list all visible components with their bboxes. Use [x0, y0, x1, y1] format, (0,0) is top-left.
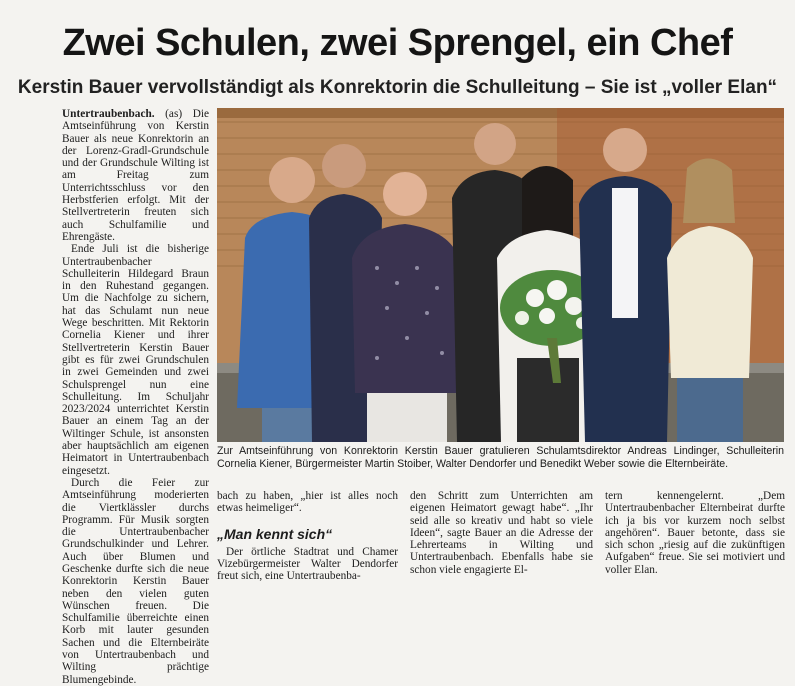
photo-caption: Zur Amtseinführung von Konrektorin Kerstin Bauer gratulieren Schulamtsdirektor Andreas Lindinger, Schulleiterin Cornelia Kiener, Bürgermeister Martin Stoiber, Walter Dendorfer und Benedikt Weber sowie die Elternbeiräte. — [217, 445, 784, 470]
subheadline: Kerstin Bauer vervollständigt als Konrektorin die Schulleitung – Sie ist „voller Elan“ — [17, 77, 778, 98]
paragraph: Der örtliche Stadtrat und Chamer Vizebürgermeister Walter Dendorfer freut sich, eine Untertraubenba- — [217, 545, 398, 583]
headline: Zwei Schulen, zwei Sprengel, ein Chef — [62, 22, 733, 64]
paragraph: tern kennengelernt. „Dem Untertraubenbacher Elternbeirat durfte ich ja bis vor kurzem noch selbst angehören“. Bauer betonte, dass sie sich schon „riesig auf die zukünftigen Aufgaben“ freue. Sie sei motiviert und voller Elan. — [605, 490, 785, 576]
paragraph: den Schritt zum Unterrichten am eigenen Heimatort gewagt habe“. „Ihr seid alle so kreativ und habt so viele Ideen“, sagte Bauer an die Adresse der Lehrerteams in Wilting und Untertraubenbach. Ebenfalls habe sie schon viele engagierte El- — [410, 490, 593, 576]
article-column-2 — [217, 490, 398, 583]
paragraph-intro — [62, 108, 209, 243]
group-photo — [217, 108, 784, 442]
article-column-1 — [62, 108, 209, 686]
paragraph-text: Die Amtseinführung von Kerstin Bauer als neue Konrektorin an der Lorenz-Gradl-Grundschule und der Grundschule Wilting ist am Freitag zum Unterrichtsschluss vor den Herbstferien erfolgt. Mit der Stellvertreterin freuten sich auch Schulfamilie und Ehrengäste. — [62, 108, 210, 243]
dateline: Untertraubenbach. — [62, 108, 155, 120]
author-tag: (as) — [165, 108, 183, 120]
article-column-3 — [410, 490, 593, 576]
paragraph: bach zu haben, „hier ist alles noch etwas heimeliger“. — [217, 490, 398, 515]
section-subhead: „Man kennt sich“ — [217, 525, 333, 542]
paragraph: Ende Juli ist die bisherige Untertraubenbacher Schulleiterin Hildegard Braun in den Ruhestand gegangen. Um die Nachfolge zu sichern, hat das Schulamt nun neue Wege beschritten. Mit Rektorin Cornelia Kiener und ihrer Stellvertreterin Kerstin Bauer gibt es für zwei Grundschulen in zwei Gemeinden und zwei Schulsprengel nun eine Schulleitung. Im Schuljahr 2023/2024 unterrichtet Kerstin Bauer an einem Tag an der Wiltinger Schule, ist ansonsten aber hauptsächlich am eigenen Heimatort in Untertraubenbach eingesetzt. — [62, 243, 209, 477]
article-column-4 — [605, 490, 785, 576]
paragraph: Durch die Feier zur Amtseinführung moderierten die Viertklässler durchs Programm. Für Musik sorgten die Untertraubenbacher Grundschulkinder und Lehrer. Auch über Blumen und Geschenke durfte sich die neue Konrektorin Kerstin Bauer neben den vielen guten Wünschen freuen. Die Schulfamilie überreichte einen Korb mit lauter gesunden Sachen und die Elternbeiräte von Untertraubenbach und Wilting prächtige Blumengebinde. — [62, 476, 209, 686]
